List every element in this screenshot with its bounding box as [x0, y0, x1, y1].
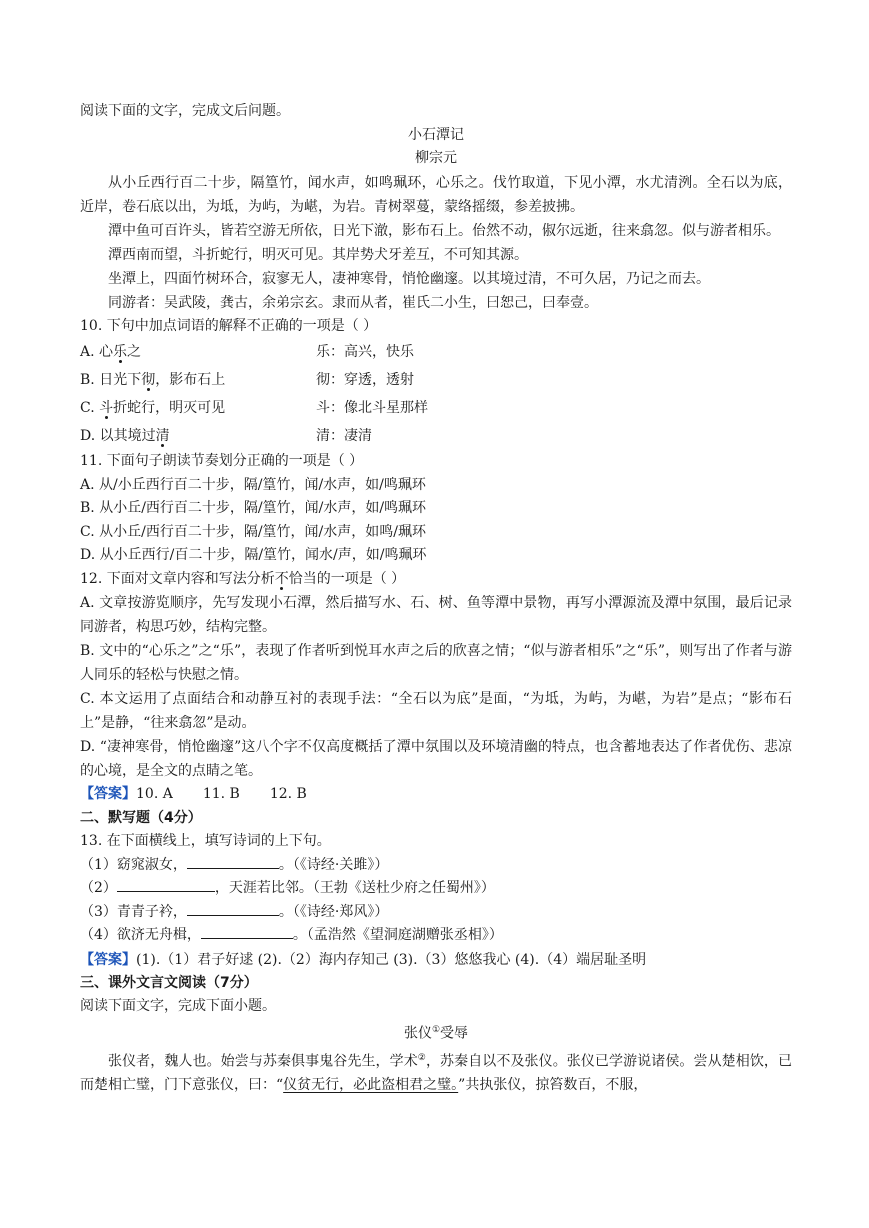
question-10-option: [80, 338, 792, 366]
poem-paragraph: 坐潭上，四面竹树环合，寂寥无人，凄神寒骨，悄怆幽邃。以其境过清，不可久居，乃记之而去。: [108, 270, 710, 287]
item-text: 。（《诗经·关雎》）: [278, 856, 389, 873]
question-11-option: A. 从/小丘西行百二十步，隔/篁竹，闻/水声，如/鸣珮环: [80, 476, 426, 493]
item-text: 青青子衿，: [116, 903, 187, 920]
underlined-sentence: 仪贫无行，必此盗相君之璧。: [283, 1077, 459, 1094]
fill-blank-item: [80, 901, 792, 925]
para-text: ”共执张仪，掠笞数百，不服，: [458, 1077, 648, 1094]
option-meaning: 彻：穿透，透射: [316, 372, 414, 388]
option-text: ，影布石上: [155, 372, 226, 388]
option-meaning: 斗：像北斗星那样: [316, 400, 428, 416]
question-12-option: C. 本文运用了点面结合和动静互衬的表现手法：“全石以为底”是面，“为坻，为屿，为嵁，为岩”是点；“影布石上”是静，“往来翕忽”是动。: [80, 691, 792, 731]
question-12-option: A. 文章按游览顺序，先写发现小石潭，然后描写水、石、树、鱼等潭中景物，再写小潭源流及潭中氛围，最后记录同游者，构思巧妙，结构完整。: [80, 595, 792, 635]
question-12-option: B. 文中的“心乐之”之“乐”，表现了作者听到悦耳水声之后的欣喜之情；“似与游者相乐”之“乐”，则写出了作者与游人同乐的轻松与快慰之情。: [80, 643, 792, 683]
item-text: 。（《诗经·郑风》）: [278, 903, 389, 920]
question-11-option: B. 从小丘/西行百二十步，隔/篁竹，闻/水声，如/鸣珮环: [80, 500, 427, 516]
section-3-stem: 阅读下面文字，完成下面小题。: [80, 998, 276, 1014]
question-12-stem: [80, 568, 792, 592]
article-title: [80, 1019, 792, 1046]
poem-paragraph: 潭西南而望，斗折蛇行，明灭可见。其岸势犬牙差互，不可知其源。: [108, 246, 528, 263]
option-text: D. 以其境过: [80, 428, 156, 444]
question-10-option: [80, 422, 792, 450]
answer-item: 11. B: [202, 786, 240, 802]
poem-title: 小石潭记: [408, 126, 464, 143]
para-text: 张仪者，魏人也。始尝与苏秦俱事鬼谷先生，学术: [108, 1053, 418, 1070]
blank-line: [187, 854, 279, 869]
answer-line: [80, 948, 792, 972]
fill-blank-item: [80, 877, 792, 901]
dotted-word: 斗: [99, 400, 114, 416]
fill-blank-item: [80, 854, 792, 878]
item-text: 欲济无舟楫，: [116, 927, 201, 943]
dotted-word: 彻: [141, 372, 156, 388]
question-10-stem: 10. 下句中加点词语的解释不正确的一项是（ ）: [80, 317, 378, 334]
poem-paragraph: 从小丘西行百二十步，隔篁竹，闻水声，如鸣珮环，心乐之。伐竹取道，下见小潭，水尤清洌。全石以为底，近岸，卷石底以出，为坻，为屿，为嵁，为岩。青树翠蔓，蒙络摇缀，参差披拂。: [80, 174, 792, 215]
option-text: C.: [80, 400, 100, 416]
option-text: 之: [127, 344, 142, 360]
poem-author: 柳宗元: [415, 150, 457, 166]
footnote-mark: ①: [431, 1024, 441, 1035]
answer-item: 12. B: [269, 786, 307, 802]
blank-line: [117, 877, 215, 892]
answer-label: 【答案】: [80, 786, 136, 802]
item-number: （4）: [80, 927, 117, 943]
question-10-option: [80, 366, 792, 394]
dotted-word: 清: [155, 428, 170, 444]
answer-label: 【答案】: [80, 951, 136, 968]
blank-line: [201, 924, 293, 939]
dotted-word: 乐: [113, 344, 128, 360]
section-2-title: 二、默写题（4分）: [80, 809, 202, 826]
option-text: 折蛇行，明灭可见: [113, 400, 226, 416]
item-number: （1）: [80, 856, 117, 873]
stem-text: 12. 下面对文章内容和写法分析: [80, 570, 275, 587]
answer-text: (1).（1）君子好逑 (2).（2）海内存知己 (3).（3）悠悠我心 (4).（4）端居耻圣明: [136, 951, 647, 968]
para-text: ，苏秦自以不及张仪。张仪已学游说诸侯。尝从楚相饮，已而楚相亡璧，门下意张仪，曰：“: [80, 1053, 792, 1094]
answer-item: 10. A: [136, 786, 173, 802]
intro-text: 阅读下面的文字，完成文后问题。: [80, 103, 290, 119]
option-text: B. 日光下: [80, 372, 142, 388]
option-meaning: 清：凄清: [316, 428, 372, 444]
option-meaning: 乐：高兴，快乐: [316, 344, 414, 360]
blank-line: [187, 901, 279, 916]
item-text: ，天涯若比邻。（王勃《送杜少府之任蜀州》）: [214, 880, 495, 896]
item-number: （2）: [80, 880, 117, 896]
section-3-title: 三、课外文言文阅读（7分）: [80, 974, 258, 991]
option-text: A. 心: [80, 344, 114, 360]
document-page: [80, 100, 792, 1097]
question-11-option: D. 从小丘西行/百二十步，隔/篁竹，闻水/声，如/鸣珮环: [80, 547, 427, 563]
fill-blank-item: [80, 924, 792, 948]
poem-paragraph: 同游者：吴武陵，龚古，余弟宗玄。隶而从者，崔氏二小生，曰恕己，曰奉壹。: [108, 294, 598, 311]
poem-paragraph: 潭中鱼可百许头，皆若空游无所依，日光下澈，影布石上。佁然不动，俶尔远逝，往来翕忽。似与游者相乐。: [108, 222, 780, 239]
question-10-option: [80, 394, 792, 422]
title-text: 受辱: [440, 1025, 469, 1042]
footnote-mark: ②: [417, 1052, 426, 1063]
question-11-stem: 11. 下面句子朗读节奏划分正确的一项是（ ）: [80, 453, 364, 469]
question-13-stem: 13. 在下面横线上，填写诗词的上下句。: [80, 833, 331, 849]
answer-line: [80, 783, 792, 807]
item-text: 。（孟浩然《望洞庭湖赠张丞相》）: [292, 927, 503, 943]
question-12-option: D. “凄神寒骨，悄怆幽邃”这八个字不仅高度概括了潭中氛围以及环境清幽的特点，也含蓄地表达了作者优伤、悲凉的心境，是全文的点睛之笔。: [80, 739, 792, 779]
dotted-word: 不: [274, 570, 289, 587]
item-text: 窈窕淑女，: [116, 856, 187, 873]
article-paragraph: [80, 1046, 792, 1098]
stem-text: 恰当的一项是（ ）: [288, 570, 406, 587]
item-number: （3）: [80, 903, 117, 920]
question-11-option: C. 从小丘/西行百二十步，隔/篁竹，闻/水声，如鸣/珮环: [80, 523, 426, 540]
title-text: 张仪: [403, 1025, 432, 1042]
